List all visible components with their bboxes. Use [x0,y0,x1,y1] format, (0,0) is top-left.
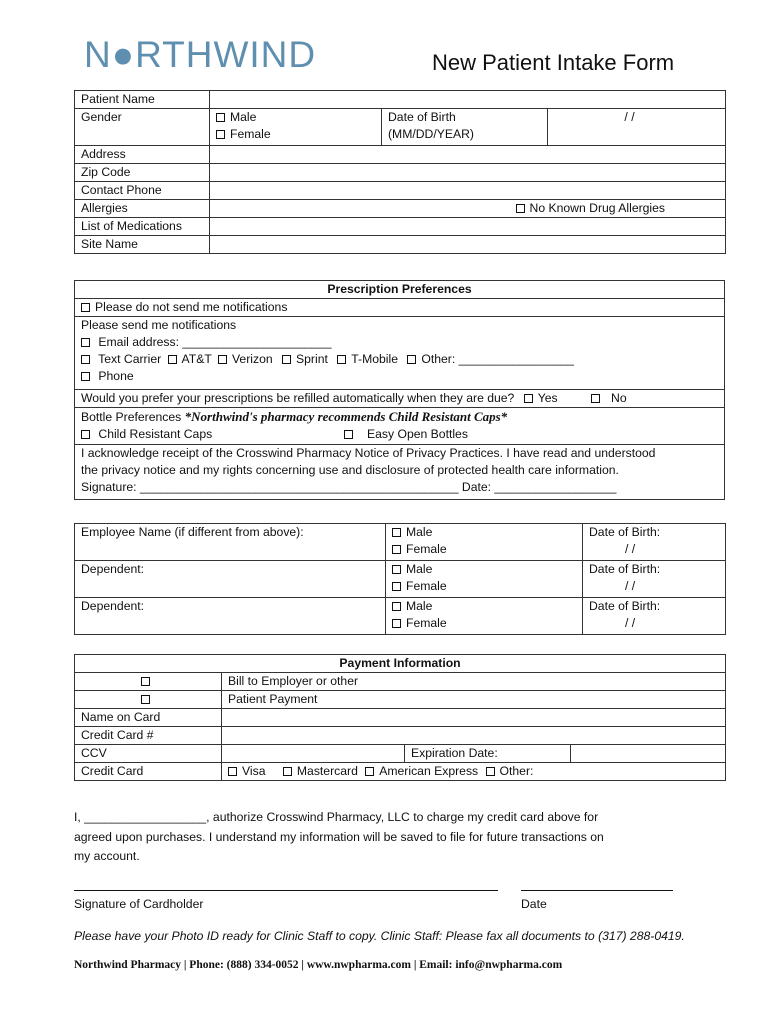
no-notify-checkbox[interactable] [81,303,90,312]
dependent1-dob-label: Date of Birth: [589,562,661,576]
dependent1-male-checkbox[interactable] [392,565,401,574]
gender-male-option[interactable] [216,109,375,126]
ack-line2: the privacy notice and my rights concerning use and disclosure of protected health care information. [81,463,619,477]
cardholder-signature-line[interactable] [74,890,498,891]
payment-table [74,654,726,781]
tmobile-checkbox[interactable] [337,355,346,364]
date-signature-line[interactable] [521,890,673,891]
bill-employer-label: Bill to Employer or other [222,673,726,691]
prescription-preferences-table [74,280,725,500]
expiration-field[interactable] [571,745,726,763]
logo: N●RTHWIND [84,34,317,75]
sprint-checkbox[interactable] [282,355,291,364]
easy-open-label: Easy Open Bottles [366,427,468,441]
other-carrier-checkbox[interactable] [407,355,416,364]
email-checkbox[interactable] [81,338,90,347]
nkda-label: No Known Drug Allergies [529,201,666,215]
auto-refill-row [75,390,725,408]
text-carrier-checkbox[interactable] [81,355,90,364]
card-number-field[interactable] [222,727,726,745]
text-carrier-label: Text Carrier [98,352,162,366]
email-label: Email address: ______________________ [98,335,332,349]
employee-male-checkbox[interactable] [392,528,401,537]
ack-line1: I acknowledge receipt of the Crosswind Pharmacy Notice of Privacy Practices. I have read and understood [81,446,656,460]
amex-label: American Express [379,764,479,778]
date-label: Date [521,897,547,911]
dependent1-female-checkbox[interactable] [392,582,401,591]
att-label: AT&T [181,352,212,366]
verizon-checkbox[interactable] [218,355,227,364]
mastercard-checkbox[interactable] [283,767,292,776]
allergies-field[interactable] [210,200,726,218]
card-number-label: Credit Card # [75,727,222,745]
photo-id-note: Please have your Photo ID ready for Clinic Staff to copy. Clinic Staff: Please fax all documents to (317) 288-0419. [74,929,685,943]
phone-checkbox[interactable] [81,372,90,381]
auto-refill-question: Would you prefer your prescriptions be refilled automatically when they are due? [81,391,515,405]
authorize-line1: I, __________________, authorize Crosswind Pharmacy, LLC to charge my credit card above for [74,810,599,824]
name-on-card-label: Name on Card [75,709,222,727]
other-carrier-label: Other: _________________ [421,352,574,366]
employee-gender [386,524,583,561]
employee-dob-label: Date of Birth: [589,525,661,539]
ccv-field[interactable] [222,745,405,763]
patient-payment-checkbox-cell[interactable] [75,691,222,709]
nkda-checkbox[interactable] [516,204,525,213]
dependent2-field[interactable] [75,598,386,635]
male-label: Male [230,110,257,124]
ack-signature-line[interactable]: Signature: _______________________________________________ Date: __________________ [81,480,617,494]
child-caps-checkbox[interactable] [81,430,90,439]
employee-male-label: Male [406,525,433,539]
authorization-text [74,808,604,867]
address-field[interactable] [210,146,726,164]
dependent2-female-checkbox[interactable] [392,619,401,628]
phone-field[interactable] [210,182,726,200]
no-notify-row[interactable] [75,299,725,317]
site-name-field[interactable] [210,236,726,254]
dependent2-gender [386,598,583,635]
dependent2-dob-label: Date of Birth: [589,599,661,613]
notify-options [75,317,725,390]
ccv-label: CCV [75,745,222,763]
medications-label: List of Medications [75,218,210,236]
dependent2-dob[interactable] [583,598,726,635]
easy-open-checkbox[interactable] [344,430,353,439]
gender-label: Gender [75,109,210,146]
visa-checkbox[interactable] [228,767,237,776]
dob-field[interactable] [548,109,726,146]
dependent1-label: Dependent: [81,562,145,576]
dob-label-line2: (MM/DD/YEAR) [388,127,474,141]
expiration-label: Expiration Date: [405,745,571,763]
employee-dob-slashes: / / [625,542,636,556]
auto-refill-no-label: No [611,391,627,405]
employee-name-field[interactable] [75,524,386,561]
email-option[interactable] [81,334,718,351]
authorize-line2: agreed upon purchases. I understand my information will be saved to file for future transactions on [74,829,604,844]
bottle-label: Bottle Preferences [81,410,182,424]
privacy-ack [75,445,725,500]
sprint-label: Sprint [296,352,328,366]
mastercard-label: Mastercard [296,764,358,778]
other-card-label: Other: [499,764,534,778]
patient-info-table [74,90,726,254]
dependent2-label: Dependent: [81,599,145,613]
dependent1-field[interactable] [75,561,386,598]
payment-header: Payment Information [75,655,726,673]
phone-option[interactable] [81,368,718,385]
cardholder-signature-label: Signature of Cardholder [74,897,204,911]
site-name-label: Site Name [75,236,210,254]
dependent1-male-label: Male [406,562,433,576]
verizon-label: Verizon [231,352,273,366]
address-label: Address [75,146,210,164]
patient-name-label: Patient Name [75,91,210,109]
employee-table [74,523,726,635]
dob-label [382,109,548,146]
bill-employer-checkbox-cell[interactable] [75,673,222,691]
auto-refill-no-checkbox[interactable] [591,394,600,403]
auto-refill-yes-label: Yes [537,391,558,405]
female-label: Female [230,127,271,141]
send-notify-label: Please send me notifications [81,318,237,332]
employee-dob[interactable] [583,524,726,561]
female-checkbox[interactable] [216,130,225,139]
dependent2-dob-slashes: / / [625,616,636,630]
phone-notify-label: Phone [98,369,134,383]
zip-field[interactable] [210,164,726,182]
bottle-preferences [75,408,725,445]
dependent1-dob[interactable] [583,561,726,598]
zip-label: Zip Code [75,164,210,182]
authorize-line3: my account. [74,849,140,863]
patient-payment-checkbox[interactable] [141,695,150,704]
dob-label-line1: Date of Birth [388,110,456,124]
name-on-card-field[interactable] [222,709,726,727]
allergies-label: Allergies [75,200,210,218]
dob-slashes: / / [624,110,635,124]
tmobile-label: T-Mobile [351,352,398,366]
patient-payment-label: Patient Payment [222,691,726,709]
text-carrier-option[interactable] [81,351,718,368]
dependent1-dob-slashes: / / [625,579,636,593]
no-notify-label: Please do not send me notifications [95,300,288,314]
child-caps-label: Child Resistant Caps [98,427,213,441]
footer-contact: Northwind Pharmacy | Phone: (888) 334-0052 | www.nwpharma.com | Email: info@nwpharma.com [74,959,563,971]
gender-options [210,109,382,146]
att-checkbox[interactable] [168,355,177,364]
card-type-label: Credit Card [75,763,222,781]
phone-label: Contact Phone [75,182,210,200]
auto-refill-yes-checkbox[interactable] [524,394,533,403]
bottle-note: *Northwind's pharmacy recommends Child Resistant Caps* [184,409,508,424]
other-card-checkbox[interactable] [486,767,495,776]
medications-field[interactable] [210,218,726,236]
male-checkbox[interactable] [216,113,225,122]
dependent2-male-label: Male [406,599,433,613]
visa-label: Visa [242,764,266,778]
patient-name-field[interactable] [210,91,726,109]
amex-checkbox[interactable] [365,767,374,776]
card-type-options [222,763,726,781]
dependent1-female-label: Female [406,579,447,593]
employee-name-label: Employee Name (if different from above): [81,525,304,539]
bill-employer-checkbox[interactable] [141,677,150,686]
employee-female-checkbox[interactable] [392,545,401,554]
dependent1-gender [386,561,583,598]
page-title: New Patient Intake Form [432,50,675,75]
gender-female-option[interactable] [216,126,375,143]
dependent2-female-label: Female [406,616,447,630]
rx-header: Prescription Preferences [75,281,725,299]
employee-female-label: Female [406,542,447,556]
dependent2-male-checkbox[interactable] [392,602,401,611]
